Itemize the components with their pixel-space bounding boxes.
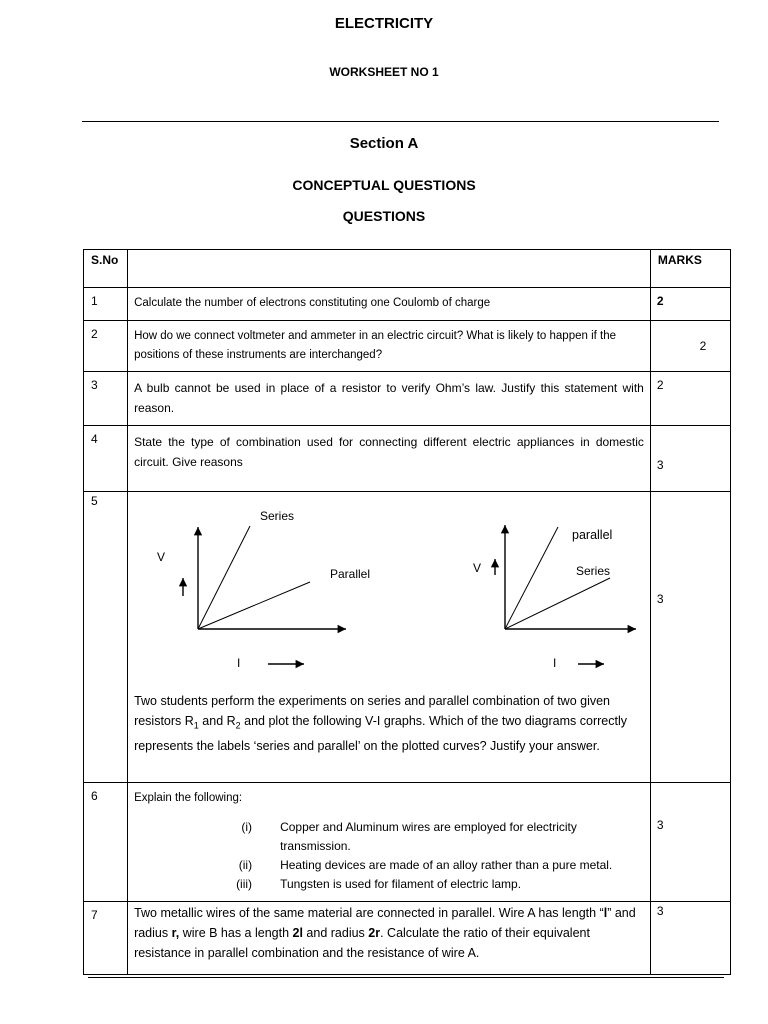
v-axis-label: V [157, 550, 166, 564]
question-text-part: and R [198, 714, 236, 728]
question-text-part: Two students perform the experiments on series and parallel combination of two given resistors R [134, 694, 611, 728]
question-text [128, 902, 651, 975]
table-header-row [84, 250, 731, 288]
table-row [84, 372, 731, 426]
question-text-part: . Calculate the ratio of their equivalent resistance in parallel combination and the resistance of wire A. [134, 926, 590, 960]
marks-value: 3 [650, 783, 730, 902]
series-line [198, 526, 250, 629]
sub-question-number: (i) [241, 820, 253, 834]
worksheet-number: WORKSHEET NO 1 [329, 65, 439, 79]
table-row [84, 321, 731, 372]
row-number: 7 [84, 902, 128, 975]
parallel-line [505, 527, 558, 629]
sub-question-text: Tungsten is used for filament of electric lamp. [280, 877, 522, 891]
parallel-label: parallel [572, 528, 613, 542]
marks-value: 2 [650, 321, 730, 372]
emphasis: 2r [368, 926, 381, 940]
question-header [128, 250, 651, 288]
question-text: How do we connect voltmeter and ammeter in an electric circuit? What is likely to happen if the positions of these instruments are interchanged? [128, 321, 651, 372]
marks-value: 2 [650, 288, 730, 321]
marks-value: 2 [650, 372, 730, 426]
table-row [84, 426, 731, 492]
row-number: 5 [84, 492, 128, 783]
emphasis: l [603, 906, 608, 920]
document-title: ELECTRICITY [334, 15, 434, 32]
questions-heading: QUESTIONS [342, 208, 426, 224]
sub-question [134, 856, 644, 875]
question-text: State the type of combination used for connecting different electric appliances in domestic circuit. Give reasons [128, 426, 651, 492]
table-row [84, 288, 731, 321]
question-text-part: wire B has a length [179, 926, 293, 940]
marks-value: 3 [650, 492, 730, 783]
sub-question [134, 875, 644, 894]
question-text [128, 687, 650, 756]
i-axis-label: I [553, 656, 557, 670]
question-cell [128, 783, 651, 902]
subscript: 2 [235, 720, 241, 731]
table-row [84, 783, 731, 902]
sub-question [134, 818, 644, 856]
parallel-label: Parallel [330, 567, 371, 581]
v-axis-label: V [473, 561, 482, 575]
row-number: 6 [84, 783, 128, 902]
question-text-part: ” and radius [134, 906, 636, 940]
question-text: Calculate the number of electrons constituting one Coulomb of charge [128, 288, 651, 321]
question-intro: Explain the following: [134, 792, 243, 804]
vi-graph-1 [157, 509, 370, 670]
sub-question-text: Copper and Aluminum wires are employed for electricity transmission. [280, 820, 577, 853]
row-number: 2 [84, 321, 128, 372]
sub-question-number: (iii) [236, 877, 253, 891]
question-cell [128, 492, 651, 783]
marks-value: 3 [650, 902, 730, 975]
marks-value: 3 [650, 426, 730, 492]
marks-header: MARKS [650, 250, 730, 288]
series-line [505, 578, 610, 629]
sub-question-number: (ii) [238, 858, 253, 872]
sub-question-text: Heating devices are made of an alloy rather than a pure metal. [280, 858, 613, 872]
vi-graphs-figure [128, 492, 650, 682]
subscript: 1 [193, 720, 199, 731]
questions-table [83, 249, 731, 975]
header-divider [82, 121, 719, 122]
row-number: 3 [84, 372, 128, 426]
section-heading: Section A [349, 135, 419, 152]
i-axis-label: I [237, 656, 241, 670]
emphasis: r, [171, 926, 180, 940]
subtitle: CONCEPTUAL QUESTIONS [292, 177, 476, 193]
row-number: 4 [84, 426, 128, 492]
row-number: 1 [84, 288, 128, 321]
footer-divider [88, 977, 724, 978]
table-row [84, 902, 731, 975]
table-row [84, 492, 731, 783]
sno-header: S.No [84, 250, 128, 288]
question-text: A bulb cannot be used in place of a resistor to verify Ohm’s law. Justify this statement with reason. [128, 372, 651, 426]
series-label: Series [576, 564, 611, 578]
series-label: Series [260, 509, 295, 523]
question-text-part: Two metallic wires of the same material are connected in parallel. Wire A has length “ [134, 906, 604, 920]
emphasis: 2l [292, 926, 303, 940]
question-text-part: and radius [302, 926, 369, 940]
question-text-part: and plot the following V-I graphs. Which of the two diagrams correctly represents the labels ‘series and parallel’ on the plotted curves? Justify your answer. [134, 714, 627, 753]
parallel-line [198, 582, 310, 629]
vi-graph-2 [473, 525, 636, 670]
sub-question-list [134, 818, 644, 894]
